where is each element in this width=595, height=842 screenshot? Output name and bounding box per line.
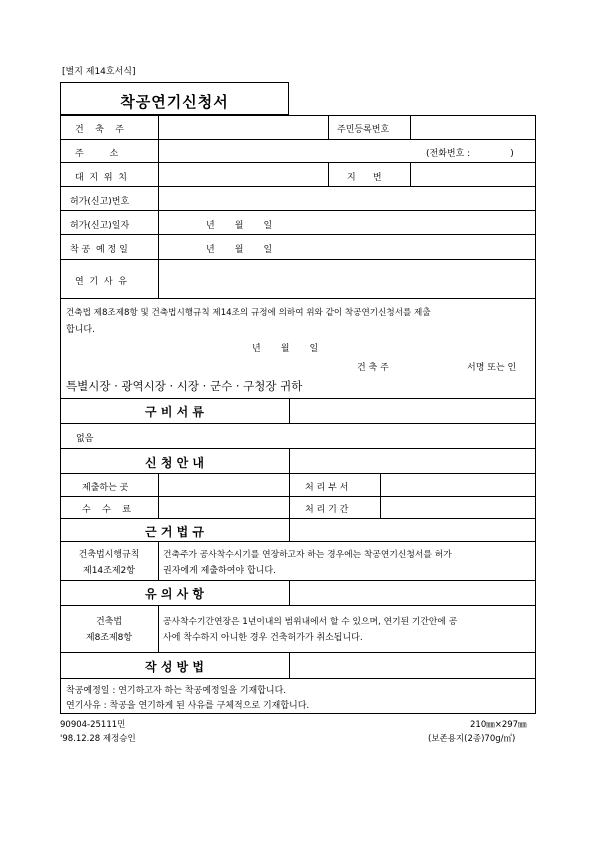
instructions-line-1: 착공예정일 : 연기하고자 하는 착공예정일을 기재합니다. — [66, 686, 287, 696]
form-number: [별지 제14호서식] — [62, 67, 136, 77]
instructions-line-2: 연기사유 : 착공을 연기하게 된 사유를 구체적으로 기재합니다. — [66, 701, 310, 711]
footer-approval: '98.12.28 제정승인 — [60, 734, 136, 744]
dept-label: 처 리 부 서 — [305, 483, 349, 493]
declaration-text-1: 건축법 제8조제8항 및 건축법시행규칙 제14조의 규정에 의하여 위와 같이 착공연기신청서를 제출 — [66, 308, 431, 318]
owner-field[interactable] — [160, 117, 326, 137]
legal-basis-text-1: 건축주가 공사착수시기를 연장하고자 하는 경우에는 착공연기신청서를 허가 — [163, 550, 452, 560]
declaration-date[interactable]: 년 월 일 — [252, 344, 319, 354]
footer-size: 210㎜×297㎜ — [470, 720, 527, 730]
start-date-value[interactable]: 년 월 일 — [206, 245, 273, 255]
declaration-text-2: 합니다. — [66, 325, 95, 335]
phone-label: (전화번호 : ) — [426, 149, 514, 159]
footer-code: 90904-25111민 — [60, 720, 126, 730]
legal-basis-ref-1: 건축법시행규칙 — [78, 550, 140, 560]
submit-to-label: 제출하는 곳 — [82, 483, 129, 493]
page-title: 착공연기신청서 — [120, 93, 229, 111]
legal-basis-text-2: 권자에게 제출하여야 합니다. — [163, 566, 276, 576]
applicant-label: 건 축 주 — [357, 363, 389, 373]
documents-value: 없음 — [76, 434, 94, 444]
guide-heading: 신 청 안 내 — [145, 456, 204, 470]
legal-basis-ref-2: 제14조제2항 — [83, 566, 135, 576]
permit-no-field[interactable] — [160, 188, 534, 208]
permit-date-label: 허가(신고)일자 — [70, 221, 130, 231]
permit-date-value[interactable]: 년 월 일 — [206, 221, 273, 231]
documents-heading: 구 비 서 류 — [145, 405, 204, 419]
address-label: 주 소 — [75, 149, 119, 159]
signature-label[interactable]: 서명 또는 인 — [467, 363, 517, 373]
notes-ref-1: 건축법 — [95, 617, 123, 627]
site-label: 대 지 위 치 — [75, 173, 127, 183]
site-field[interactable] — [160, 164, 326, 184]
permit-no-label: 허가(신고)번호 — [70, 197, 130, 207]
address-field[interactable] — [160, 141, 410, 161]
instructions-heading: 작 성 방 법 — [145, 660, 204, 674]
legal-basis-heading: 근 거 법 규 — [145, 525, 204, 539]
notes-text-1: 공사착수기간연장은 1년이내의 범위내에서 할 수 있으며, 연기된 기간안에 공 — [163, 617, 458, 627]
addressee: 특별시장 · 광역시장 · 시장 · 군수 · 구청장 귀하 — [66, 379, 303, 393]
reason-field[interactable] — [160, 261, 534, 296]
footer-paper: (보존용지(2종)70g/㎡) — [428, 734, 516, 744]
notes-text-2: 사에 착수하지 아니한 경우 건축허가가 취소됩니다. — [163, 633, 363, 643]
notes-ref-2: 제8조제8항 — [85, 633, 133, 643]
start-date-label: 착 공 예 정 일 — [70, 245, 128, 255]
lot-label: 지 번 — [347, 173, 382, 183]
notes-heading: 유 의 사 항 — [145, 587, 204, 601]
resident-no-field[interactable] — [412, 117, 534, 137]
lot-field[interactable] — [412, 164, 534, 184]
fee-label: 수 수 료 — [82, 505, 131, 515]
owner-label: 건 축 주 — [75, 125, 124, 135]
period-label: 처 리 기 간 — [305, 505, 349, 515]
reason-label: 연 기 사 유 — [75, 277, 127, 287]
resident-no-label: 주민등록번호 — [337, 125, 390, 135]
